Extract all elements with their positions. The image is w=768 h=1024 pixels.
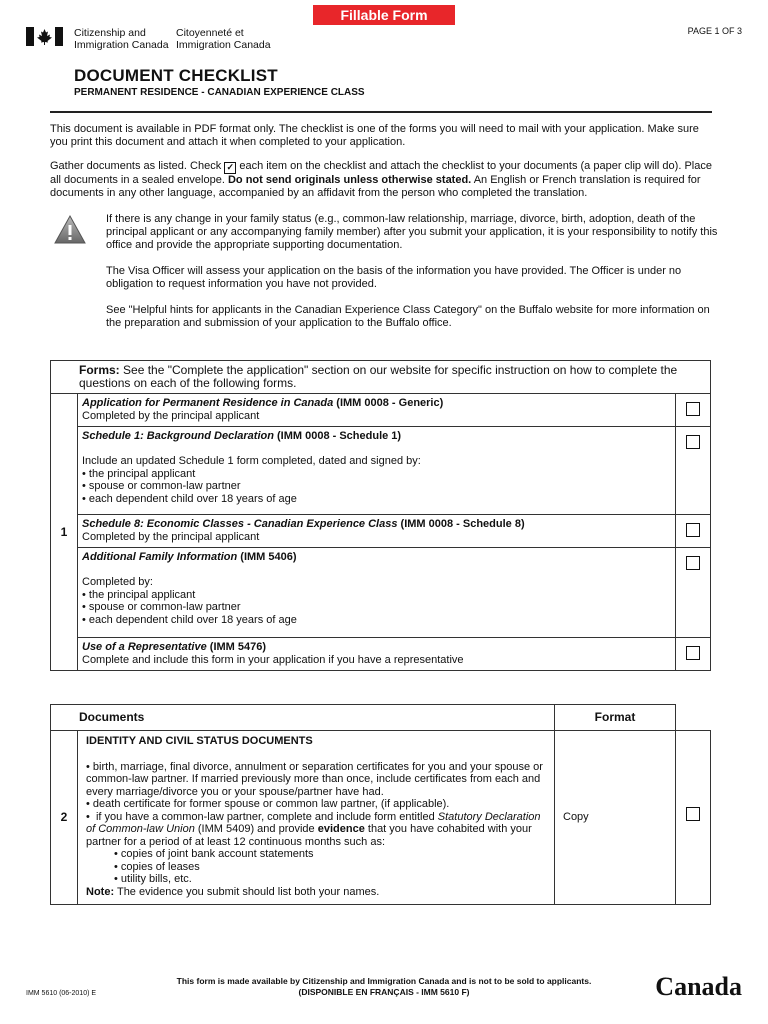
canada-wordmark: Canada — [655, 972, 742, 1001]
form-item: Additional Family Information (IMM 5406) Completed by: • the principal applicant • spouse or common-law partner • each dependent child over 18 years of age — [78, 548, 676, 638]
form-number: IMM 5610 (06-2010) E — [26, 990, 97, 997]
page-subtitle: PERMANENT RESIDENCE - CANADIAN EXPERIENCE CLASS — [74, 87, 365, 98]
page-number: PAGE 1 OF 3 — [687, 26, 742, 36]
form-item: Use of a Representative (IMM 5476) Complete and include this form in your application if you have a representative — [78, 638, 676, 671]
form-item: Schedule 8: Economic Classes - Canadian Experience Class (IMM 0008 - Schedule 8) Completed by the principal applicant — [78, 515, 676, 548]
footer-notice: This form is made available by Citizenship and Immigration Canada and is not to be sold to applicants. (DISPONIBLE EN FRANÇAIS - IMM 5610 F) — [176, 976, 592, 997]
documents-table — [50, 704, 711, 905]
intro-paragraph-2: Gather documents as listed. Check ✓ each item on the checklist and attach the checklist to your documents (a paper clip will do). Place all documents in a sealed envelope. Do not send originals unless otherwise stated. An English or French translation is required for documents in any other language, accompanied by an affidavit from the person who completed the translation. — [50, 160, 712, 199]
identity-documents-item: IDENTITY AND CIVIL STATUS DOCUMENTS • birth, marriage, final divorce, annulment or separation certificates for you and your spouse or common-law partner. If married previously more than once, include certificates from each and every marriage/divorce you or your spouse/partner have had. • death certificate for former spouse or common law partner, (if applicable). • if you have a common-law partner, complete and include form entitled Statutory Declaration of Common-law Union (IMM 5409) and provide evidence that you have cohabited with your partner for a period of at least 12 continuous months such as: • copies of joint bank account statements • copies of leases • utility bills, etc. Note: The evidence you submit should list both your names. — [78, 731, 555, 905]
checked-box-icon: ✓ — [224, 162, 236, 174]
checkbox-imm0008-generic[interactable] — [686, 402, 700, 416]
checkbox-imm5476[interactable] — [686, 646, 700, 660]
warning-paragraph-3: See "Helpful hints for applicants in the Canadian Experience Class Category" on the Buffalo website for more information on the preparation and submission of your application to the Buffalo office. — [106, 304, 710, 329]
warning-paragraph-1: If there is any change in your family status (e.g., common-law relationship, marriage, divorce, birth, adoption, death of the principal applicant or any accompanying family member) after you submit your application, it is your responsibility to notify this office and provide the appropriate supporting documentation. — [106, 213, 718, 251]
intro-paragraph-1: This document is available in PDF format only. The checklist is one of the forms you will need to mail with your application. Make sure you print this document and attach it when completed to your application. — [50, 123, 699, 148]
form-item: Application for Permanent Residence in Canada (IMM 0008 - Generic) Completed by the principal applicant — [78, 394, 676, 427]
checkbox-schedule-8[interactable] — [686, 523, 700, 537]
documents-column-header: Documents — [51, 705, 555, 731]
page-title: DOCUMENT CHECKLIST — [74, 66, 278, 85]
canada-flag-icon — [26, 27, 63, 46]
department-name-en: Citizenship and Immigration Canada — [74, 27, 169, 51]
fillable-form-banner: Fillable Form — [313, 5, 455, 25]
warning-paragraph-2: The Visa Officer will assess your application on the basis of the information you have provided. The Officer is under no obligation to request information you have not provided. — [106, 265, 682, 290]
form-item: Schedule 1: Background Declaration (IMM 0008 - Schedule 1) Include an updated Schedule 1 form completed, dated and signed by: • the principal applicant • spouse or common-law partner • each dependent child over 18 years of age — [78, 427, 676, 515]
checkbox-schedule-1[interactable] — [686, 435, 700, 449]
format-column-header: Format — [555, 705, 676, 731]
format-value: Copy — [555, 731, 676, 905]
department-name-fr: Citoyenneté et Immigration Canada — [176, 27, 271, 51]
forms-table — [50, 360, 711, 671]
checkbox-identity-documents[interactable] — [686, 807, 700, 821]
section-number-2: 2 — [51, 731, 78, 905]
warning-icon — [52, 212, 88, 248]
checkbox-imm5406[interactable] — [686, 556, 700, 570]
header-divider — [50, 111, 712, 113]
section-number-1: 1 — [51, 394, 78, 671]
forms-header: Forms: See the "Complete the application" section on our website for specific instruction on how to complete the questions on each of the following forms. — [51, 361, 711, 394]
